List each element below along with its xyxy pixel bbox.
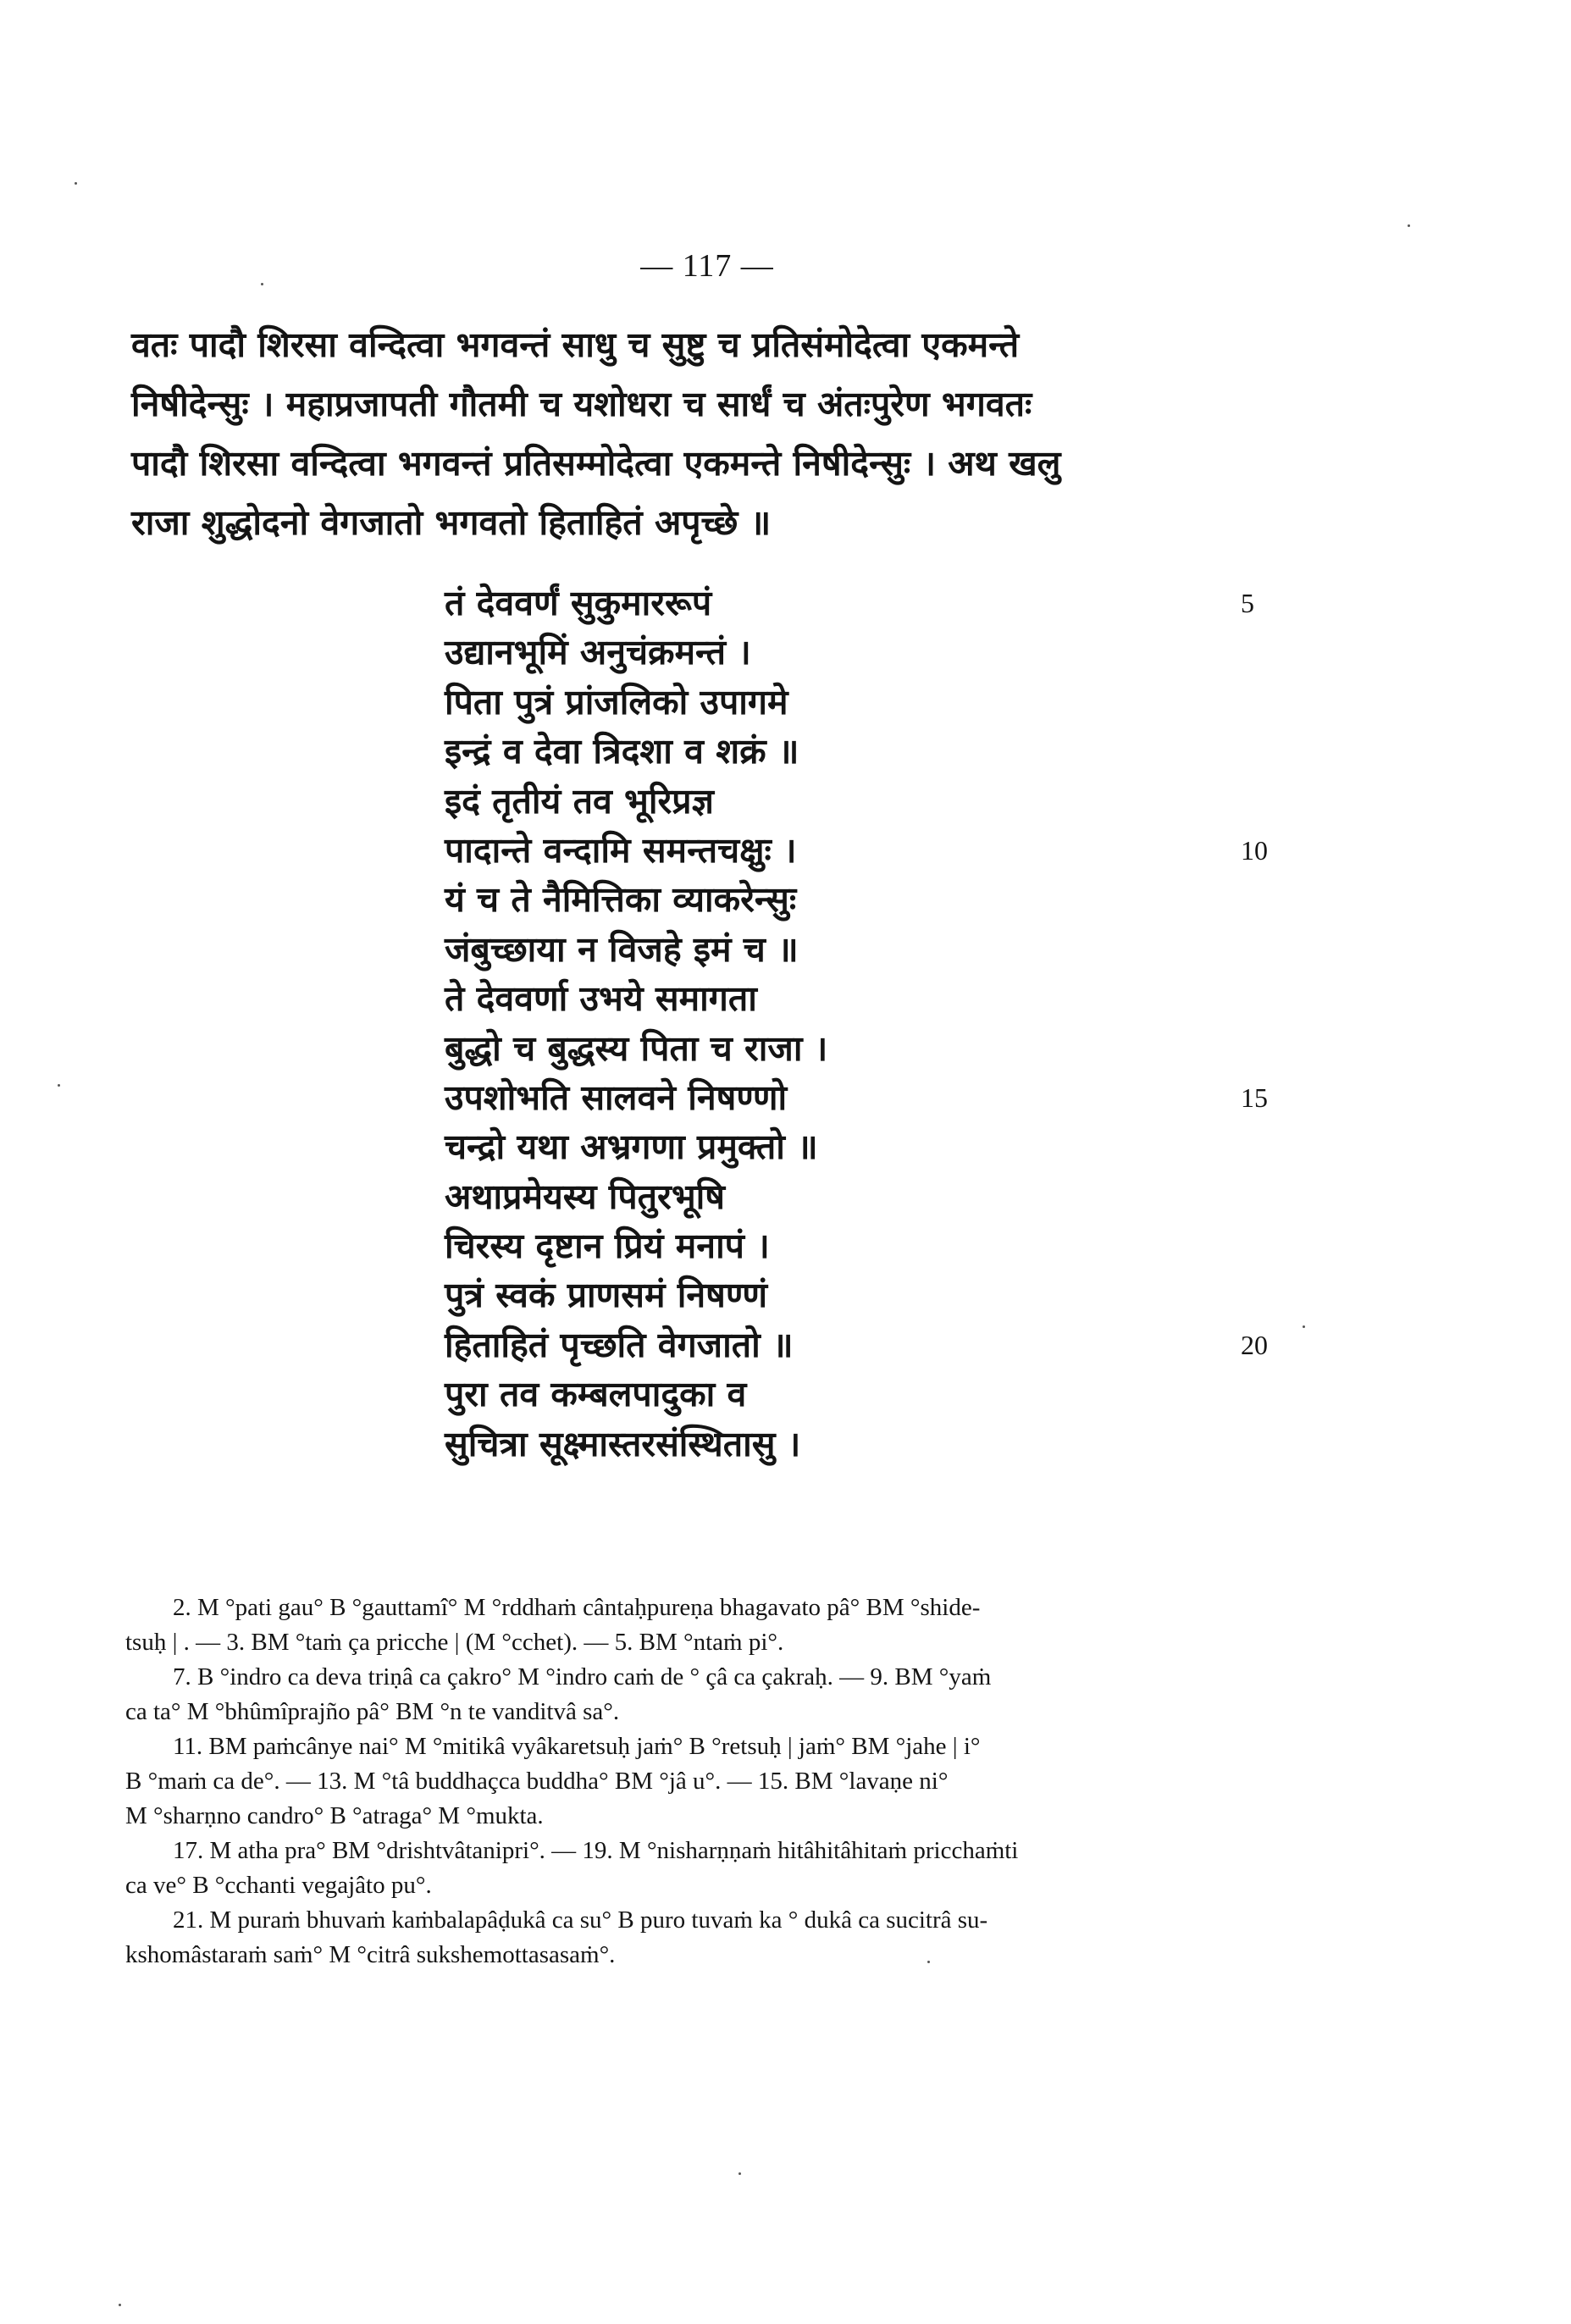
verse-text: सुचित्रा सूक्ष्मास्तरसंस्थितासु । [445,1423,801,1464]
footnote-line: ca ve° B °cchanti vegajâto pu°. [125,1872,432,1899]
verse-text: पुत्रं स्वकं प्राणसमं निषण्णं [445,1275,767,1316]
verse-text: यं च ते नैमित्तिका व्याकरेन्सुः [445,879,797,921]
footnote-line: 7. B °indro ca deva triṇâ ca çakro° M °indro caṁ de ° çâ ca çakraḥ. — 9. BM °yaṁ [173,1663,992,1690]
footnotes [125,1591,1226,1973]
footnote-line: M °sharṇno candro° B °atraga° M °mukta. [125,1802,544,1829]
verse-line [445,1221,1207,1270]
verse-line [445,578,1254,628]
prose-paragraph [131,315,1232,552]
prose-line: निषीदेन्सुः । महाप्रजापती गौतमी च यशोधरा च सार्धं च अंतःपुरेण भगवतः [131,384,1032,424]
footnote-line: 17. M atha pra° BM °drishtvâtanipri°. — 19. M °nisharṇṇaṁ hitâhitâhitaṁ pricchaṁti [173,1837,1019,1864]
verse-text: पादान्ते वन्दामि समन्तचक्षुः । [445,829,797,871]
verse-line [445,1370,1207,1419]
verse-text: हिताहितं पृच्छति वेगजातो ॥ [445,1324,794,1365]
verse-text: पुरा तव कम्बलपादुका व [445,1374,747,1415]
verse-line [445,678,1207,727]
verse-line [445,628,1207,677]
line-number: 10 [1241,834,1268,866]
verse-text: ते देववर्णा उभये समागता [445,978,757,1020]
line-number: 5 [1241,588,1254,618]
verse-text: इन्द्रं व देवा त्रिदशा व शक्रं ॥ [445,731,799,772]
footnote-line: tsuḥ | . — 3. BM °taṁ ça pricche | (M °cchet). — 5. BM °ntaṁ pi°. [125,1629,784,1656]
scan-speck [261,283,263,285]
verse-text: इदं तृतीयं तव भूरिप्रज्ञ [445,780,714,822]
scan-speck [58,1084,60,1087]
verse-line [445,925,1207,974]
verse-line [445,1073,1268,1122]
verse-line [445,1270,1207,1320]
verse-text: तं देववर्णं सुकुमाररूपं [445,583,712,623]
footnote-line: 2. M °pati gau° B °gauttamî° M °rddhaṁ cântaḥpureṇa bhagavato pâ° BM °shide- [173,1594,981,1621]
verse-line [445,727,1207,776]
page-number: — 117 — [640,248,774,284]
verse-line [445,826,1268,875]
scan-speck [738,2172,741,2175]
verse-text: जंबुच्छाया न विजहे इमं च ॥ [445,928,799,970]
verse-text: उपशोभति सालवने निषण्णो [445,1076,788,1118]
line-number: 20 [1241,1329,1268,1360]
verse-line [445,1024,1207,1073]
prose-line: पादौ शिरसा वन्दित्वा भगवन्तं प्रतिसम्मोदेत्वा एकमन्ते निषीदेन्सुः । अथ खलु [131,443,1061,484]
footnote-line: kshomâstaraṁ saṁ° M °citrâ sukshemottasasaṁ°. [125,1941,616,1968]
verse-block [445,578,1268,1469]
verse-text: बुद्धो च बुद्धस्य पिता च राजा । [445,1027,828,1069]
verse-text: पिता पुत्रं प्रांजलिको उपागमे [445,681,788,722]
line-number: 15 [1241,1082,1268,1113]
scan-speck [75,182,77,185]
footnote-line: 11. BM paṁcânye nai° M °mitikâ vyâkaretsuḥ jaṁ° B °retsuḥ | jaṁ° BM °jahe | i° [173,1733,981,1760]
verse-line [445,974,1207,1023]
verse-line [445,1419,1207,1469]
prose-line: राजा शुद्धोदनो वेगजातो भगवतो हिताहितं अपृच्छे ॥ [131,502,772,543]
verse-line [445,1172,1207,1221]
verse-text: चन्द्रो यथा अभ्रगणा प्रमुक्तो ॥ [445,1126,818,1168]
verse-line [445,875,1207,924]
scan-speck [1303,1325,1305,1328]
verse-line [445,777,1207,826]
verse-text: चिरस्य दृष्टान प्रियं मनापं । [445,1226,770,1267]
scan-speck [927,1961,930,1963]
footnote-line: B °maṁ ca de°. — 13. M °tâ buddhaçca buddha° BM °jâ u°. — 15. BM °lavaṇe ni° [125,1768,949,1795]
footnote-line: ca ta° M °bhûmîprajño pâ° BM °n te vanditvâ sa°. [125,1698,620,1725]
verse-line [445,1122,1207,1171]
verse-text: अथाप्रमेयस्य पितुरभूषि [445,1176,725,1217]
verse-line [445,1320,1268,1370]
scan-speck [1408,224,1410,227]
footnote-line: 21. M puraṁ bhuvaṁ kaṁbalapâḍukâ ca su° B puro tuvaṁ ka ° dukâ ca sucitrâ su- [173,1906,988,1934]
prose-line: वतः पादौ शिरसा वन्दित्वा भगवन्तं साधु च सुष्टु च प्रतिसंमोदेत्वा एकमन्ते [131,324,1020,365]
verse-text: उद्यानभूमिं अनुचंक्रमन्तं । [445,632,751,673]
scan-speck [119,2304,121,2306]
